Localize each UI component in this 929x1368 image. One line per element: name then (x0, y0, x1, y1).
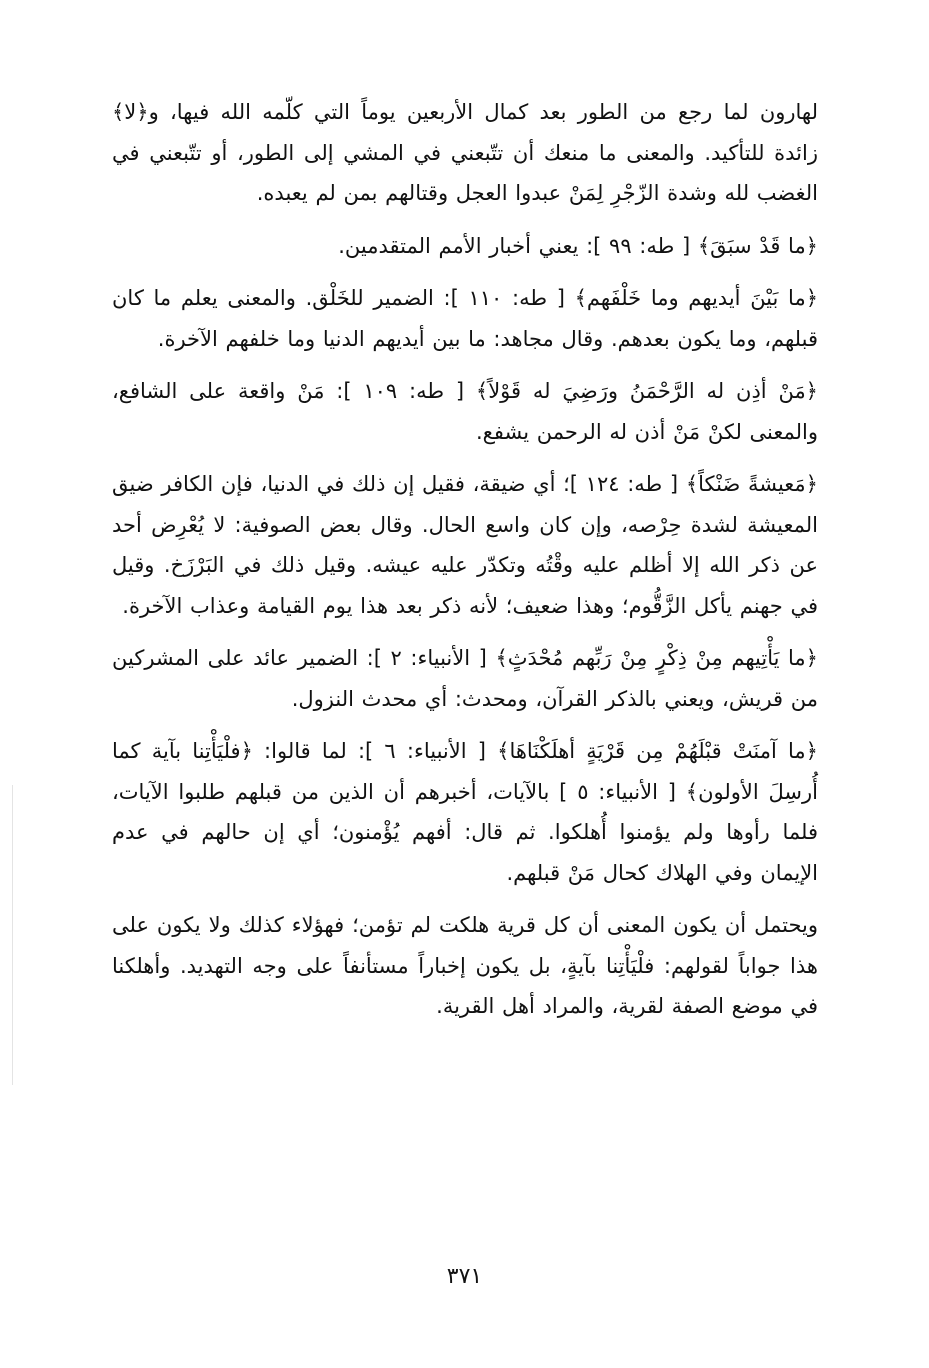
paragraph-2: ﴿ما قَدْ سبَقَ﴾ [ طه: ٩٩ ]: يعني أخبار الأمم المتقدمين. (338, 233, 818, 258)
page-number: ٣٧١ (446, 1264, 483, 1289)
page-body (112, 92, 818, 1039)
paragraph-5: ﴿مَعيشةً ضَنْكاً﴾ [ طه: ١٢٤ ]؛ أي ضيقة، فقيل إن ذلك في الدنيا، فإن الكافر ضيق المعيشة لشدة حِرْصه، وإن كان واسع الحال. وقال بعض الصوفية: لا يُعْرِض أحد عن ذكر الله إلا أظلم عليه وقْتُه وتكدّر عليه عيشه. وقيل ذلك في البَرْزَخ. وقيل في جهنم يأكل الزَّقُّوم؛ وهذا ضعيف؛ لأنه ذكر بعد هذا يوم القيامة وعذاب الآخرة. (112, 472, 818, 618)
paragraph-8: ويحتمل أن يكون المعنى أن كل قرية هلكت لم تؤمن؛ فهؤلاء كذلك ولا يكون على هذا جواباً لقولهم: فلْيَأْتِنا بآيةٍ، بل يكون إخباراً مستأنفاً على وجه التهديد. وأهلكنا في موضع الصفة لقرية، والمراد أهل القرية. (112, 913, 818, 1018)
paragraph-4: ﴿مَنْ أذِن له الرَّحْمَنُ ورَضِيَ له قَوْلاً﴾ [ طه: ١٠٩ ]: مَنْ واقعة على الشافع، والمعنى لكنْ مَنْ أذن له الرحمن يشفع. (112, 379, 818, 444)
paragraph-1: لهارون لما رجع من الطور بعد كمال الأربعين يوماً التي كلّمه الله فيها، و﴿لا﴾ زائدة للتأكيد. والمعنى ما منعك أن تتّبعني في المشي إلى الطور، أو تتّبعني في الغضب لله وشدة الزّجْرِ لِمَنْ عبدوا العجل وقتالهم بمن لم يعبده. (112, 100, 818, 205)
paragraph-3: ﴿ما بَيْنَ أيديهم وما خَلْفَهم﴾ [ طه: ١١٠ ]: الضمير للخَلْق. والمعنى يعلم ما كان قبلهم، وما يكون بعدهم. وقال مجاهد: ما بين أيديهم الدنيا وما خلفهم الآخرة. (112, 286, 818, 351)
scan-margin-line (12, 785, 13, 1085)
paragraph-7: ﴿ما آمنَتْ قبْلَهُمْ مِن قَرْيَةٍ أهلَكْنَاهَا﴾ [ الأنبياء: ٦ ]: لما قالوا: ﴿فلْيَأْتِنا بآية كما أُرسِلَ الأولون﴾ [ الأنبياء: ٥ ] بالآيات، أخبرهم أن الذين من قبلهم طلبوا الآيات، فلما رأوها ولم يؤمنوا أُهلكوا. ثم قال: أفهم يُؤْمنون؛ أي إن حالهم في عدم الإيمان وفي الهلاك كحال مَنْ قبلهم. (112, 739, 818, 885)
paragraph-6: ﴿ما يَأْتِيهم مِنْ ذِكْرٍ مِنْ رَبِّهم مُحْدَثٍ﴾ [ الأنبياء: ٢ ]: الضمير عائد على المشركين من قريش، ويعني بالذكر القرآن، ومحدث: أي محدث النزول. (112, 646, 818, 711)
